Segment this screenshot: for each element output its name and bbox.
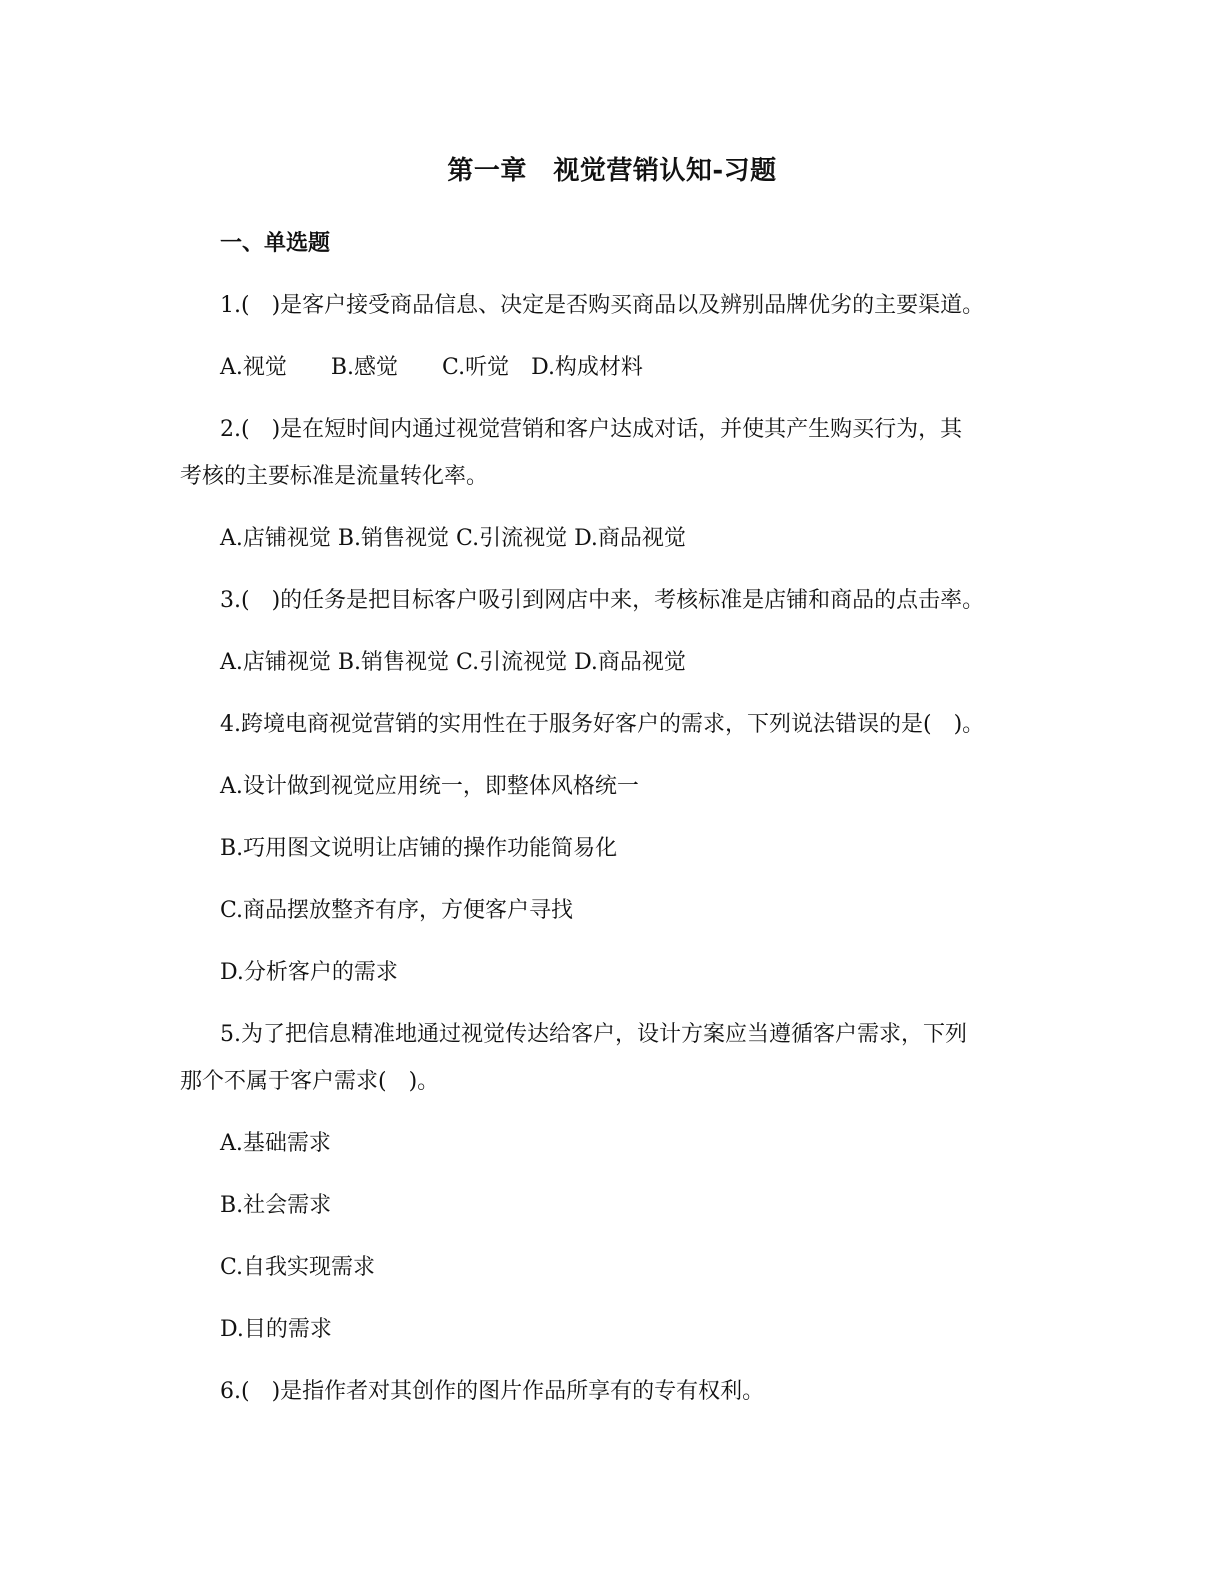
question-4-option-c: C.商品摆放整齐有序，方便客户寻找 xyxy=(220,898,574,923)
question-5: 5.为了把信息精准地通过视觉传达给客户，设计方案应当遵循客户需求，下列 xyxy=(220,1022,967,1047)
question-3: 3.( )的任务是把目标客户吸引到网店中来，考核标准是店铺和商品的点击率。 xyxy=(220,588,985,613)
question-2-options: A.店铺视觉 B.销售视觉 C.引流视觉 D.商品视觉 xyxy=(220,526,686,551)
question-5-option-a: A.基础需求 xyxy=(220,1131,331,1156)
question-3-options: A.店铺视觉 B.销售视觉 C.引流视觉 D.商品视觉 xyxy=(220,650,686,675)
question-1-options: A.视觉 B.感觉 C.听觉 D.构成材料 xyxy=(220,355,643,380)
question-2: 2.( )是在短时间内通过视觉营销和客户达成对话，并使其产生购买行为，其 xyxy=(220,417,963,442)
question-5-option-c: C.自我实现需求 xyxy=(220,1255,376,1280)
question-5-option-b: B.社会需求 xyxy=(220,1193,332,1218)
question-5-cont: 那个不属于客户需求( )。 xyxy=(180,1069,440,1094)
question-2-cont: 考核的主要标准是流量转化率。 xyxy=(180,464,489,489)
question-5-option-d: D.目的需求 xyxy=(220,1317,332,1342)
section-heading: 一、单选题 xyxy=(220,231,331,256)
question-4: 4.跨境电商视觉营销的实用性在于服务好客户的需求，下列说法错误的是( )。 xyxy=(220,712,985,737)
question-4-option-d: D.分析客户的需求 xyxy=(220,960,398,985)
question-6: 6.( )是指作者对其创作的图片作品所享有的专有权利。 xyxy=(220,1379,765,1404)
page-title: 第一章 视觉营销认知-习题 xyxy=(447,156,777,186)
question-4-option-a: A.设计做到视觉应用统一，即整体风格统一 xyxy=(220,774,639,799)
question-4-option-b: B.巧用图文说明让店铺的操作功能简易化 xyxy=(220,836,618,861)
question-1: 1.( )是客户接受商品信息、决定是否购买商品以及辨别品牌优劣的主要渠道。 xyxy=(220,293,985,318)
